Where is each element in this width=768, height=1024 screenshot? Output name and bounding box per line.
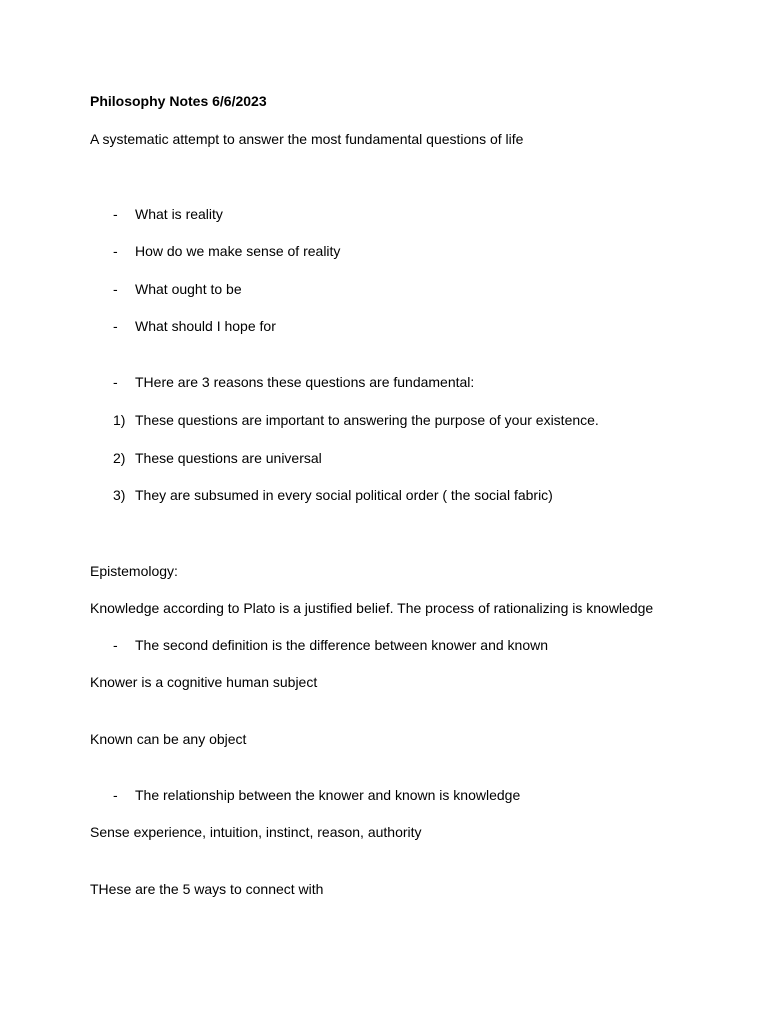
list-item-text: They are subsumed in every social political order ( the social fabric) bbox=[135, 487, 553, 503]
list-number: 2) bbox=[113, 450, 126, 466]
list-item-text: These questions are important to answering the purpose of your existence. bbox=[135, 412, 599, 428]
ways-of-knowing: Sense experience, intuition, instinct, reason, authority bbox=[90, 824, 422, 840]
dash-marker: - bbox=[113, 787, 118, 803]
list-number: 3) bbox=[113, 487, 126, 503]
list-item-text: What should I hope for bbox=[135, 318, 276, 334]
dash-marker: - bbox=[113, 281, 118, 297]
dash-marker: - bbox=[113, 637, 118, 653]
list-item-text: The relationship between the knower and known is knowledge bbox=[135, 787, 521, 803]
section-heading-epistemology: Epistemology: bbox=[90, 563, 178, 579]
dash-marker: - bbox=[113, 374, 118, 390]
page-title: Philosophy Notes 6/6/2023 bbox=[90, 93, 267, 109]
list-item-text: The second definition is the difference between knower and known bbox=[135, 637, 549, 653]
dash-marker: - bbox=[113, 318, 118, 334]
philosophy-definition: A systematic attempt to answer the most fundamental questions of life bbox=[90, 131, 524, 147]
list-item-text: What ought to be bbox=[135, 281, 242, 297]
knower-definition: Knower is a cognitive human subject bbox=[90, 674, 318, 690]
list-item-text: THere are 3 reasons these questions are fundamental: bbox=[135, 374, 475, 390]
dash-marker: - bbox=[113, 206, 118, 222]
dash-marker: - bbox=[113, 243, 118, 259]
knowledge-definition: Knowledge according to Plato is a justified belief. The process of rationalizing is knowledge bbox=[90, 600, 654, 616]
list-item-text: How do we make sense of reality bbox=[135, 243, 341, 259]
known-definition: Known can be any object bbox=[90, 731, 247, 747]
list-number: 1) bbox=[113, 412, 126, 428]
ways-note: THese are the 5 ways to connect with bbox=[90, 881, 324, 897]
list-item-text: These questions are universal bbox=[135, 450, 322, 466]
list-item-text: What is reality bbox=[135, 206, 223, 222]
